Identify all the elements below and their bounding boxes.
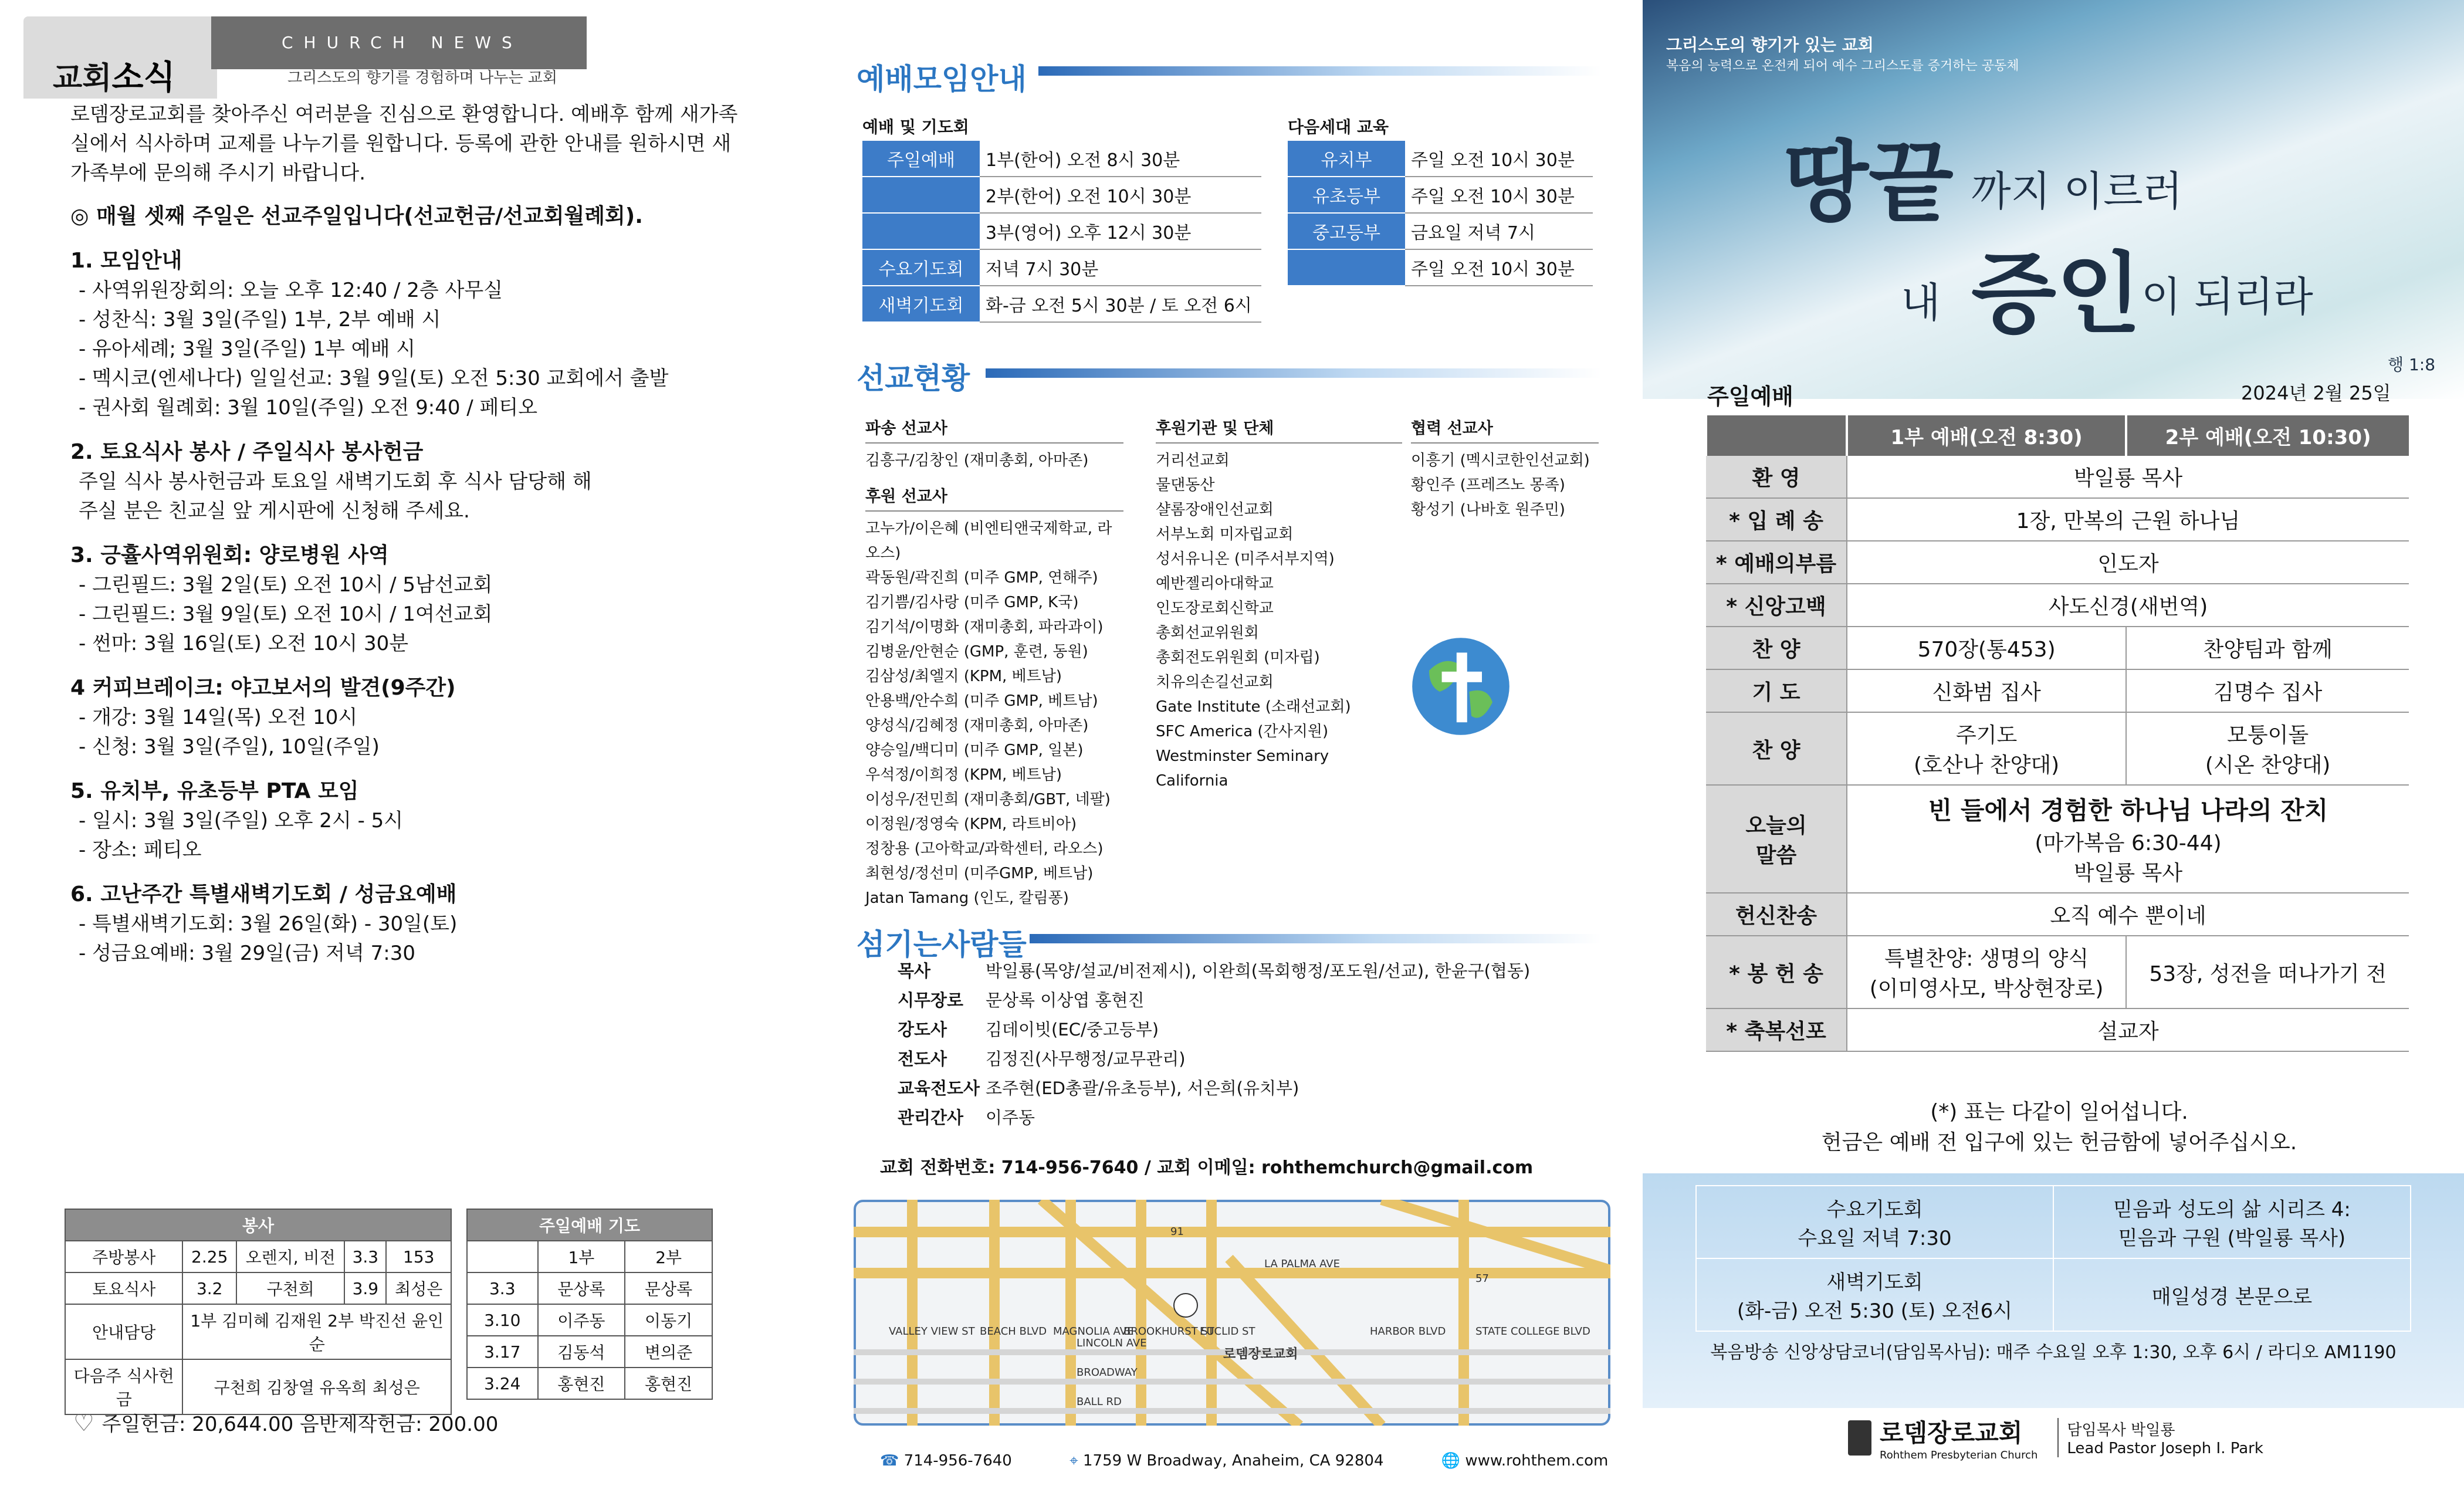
list-heading: 후원 선교사 [865, 485, 1123, 512]
list-item: 총회전도위원회 (미자립) [1156, 649, 1320, 666]
list-item: 물댄동산 [1156, 476, 1215, 494]
staff-names: 김데이빗(EC/중고등부) [986, 1020, 1159, 1040]
table-cell: 3.9 [344, 1272, 386, 1304]
pastor-en: Lead Pastor Joseph I. Park [2067, 1440, 2263, 1457]
staff-row [898, 956, 1530, 986]
sermon-preacher: 박일룡 목사 [2073, 861, 2183, 885]
table-cell: 3.10 [467, 1304, 538, 1336]
order-label: 기 도 [1706, 669, 1847, 712]
spacer [1156, 793, 1402, 805]
staff-names: 박일룡(목양/설교/비전제시), 이완희(목회행정/포도원/선교), 한윤구(협동) [986, 961, 1531, 981]
list-item: Westminster Seminary California [1156, 747, 1329, 790]
table-cell: 이동기 [625, 1304, 712, 1336]
street-label: BALL RD [1077, 1396, 1122, 1408]
order-value: 모퉁이돌 (시온 찬양대) [2126, 712, 2409, 785]
missions-title: 선교현황 [857, 361, 970, 395]
order-row [1706, 584, 2409, 627]
table-cell: 구천희 [236, 1272, 344, 1304]
column-header: 1부 예배(오전 8:30) [1847, 415, 2126, 456]
title-rule [1038, 66, 1602, 76]
table-cell: 오렌지, 비전 [236, 1241, 344, 1272]
cover-hero [1643, 0, 2464, 399]
section-item: - 사역위원장회의: 오늘 오후 12:40 / 2층 사무실 [79, 279, 503, 302]
list-item: 최현성/정선미 (미주GMP, 베트남) [865, 865, 1094, 882]
staff-names: 김정진(사무행정/교무관리) [986, 1049, 1186, 1069]
box-cell: 믿음과 성도의 삶 시리즈 4: 믿음과 구원 (박일룡 목사) [2053, 1186, 2411, 1258]
list-item: 황성기 (나바호 원주민) [1411, 501, 1565, 519]
sermon-title: 빈 들에서 경험한 하나님 나라의 잔치 [1928, 796, 2328, 825]
standing-note: (*) 표는 다같이 일어섭니다. [1930, 1100, 2188, 1124]
section-item: - 썬마: 3월 16일(토) 오전 10시 30분 [79, 632, 409, 655]
schedule-time: 3부(영어) 오후 12시 30분 [980, 213, 1261, 249]
banner-subtitle: 그리스도의 향기를 경험하며 나누는 교회 [287, 69, 558, 87]
offering-summary [73, 1408, 498, 1437]
table-cell: 2.25 [182, 1241, 236, 1272]
table-cell: 안내담당 [65, 1304, 182, 1359]
order-label: * 봉 헌 송 [1706, 936, 1847, 1008]
logo-icon [1848, 1420, 1871, 1456]
section-title: 4 커피브레이크: 야고보서의 발견(9주간) [70, 676, 456, 700]
map-footer [880, 1452, 1608, 1470]
box-cell: 매일성경 본문으로 [2053, 1258, 2411, 1331]
list-item: 양성식/김혜정 (재미총회, 아마존) [865, 717, 1089, 735]
service-table [65, 1209, 452, 1415]
staff-names: 조주현(ED총괄/유초등부), 서은희(유치부) [986, 1078, 1299, 1098]
table-cell: 이주동 [538, 1304, 625, 1336]
street-label: LA PALMA AVE [1264, 1258, 1340, 1270]
order-row [1706, 1008, 2409, 1051]
news-panel [0, 0, 821, 1496]
table-row [65, 1304, 451, 1359]
street-label: BROADWAY [1077, 1366, 1138, 1379]
list-item: 김병윤/안현순 (GMP, 훈련, 동원) [865, 643, 1088, 661]
section-item: - 멕시코(엔세나다) 일일선교: 3월 9일(토) 오전 5:30 교회에서 출발 [79, 367, 669, 390]
spacer [865, 473, 1123, 485]
servers-title: 섬기는사람들 [857, 928, 1027, 962]
pin-icon: ⌖ [1069, 1452, 1084, 1470]
order-label: * 예배의부름 [1706, 541, 1847, 584]
order-row [1706, 541, 2409, 584]
table-cell: 3.2 [182, 1272, 236, 1304]
table-cell: 구천희 김창열 유옥희 최성은 [182, 1359, 451, 1414]
service-notes [1701, 1097, 2417, 1158]
street-label: EUCLID ST [1200, 1325, 1255, 1338]
tab-label-b: 소식 [111, 59, 175, 97]
table-cell: 김동석 [538, 1336, 625, 1368]
staff-role: 강도사 [898, 1020, 947, 1040]
sermon-ref: (마가복음 6:30-44) [2035, 831, 2222, 855]
section-item: - 일시: 3월 3일(주일) 오후 2시 - 5시 [79, 809, 404, 832]
table-cell: 3.3 [344, 1241, 386, 1272]
order-label: * 신앙고백 [1706, 584, 1847, 627]
phone-number: 714-956-7640 [903, 1452, 1012, 1470]
list-item: 치유의손길선교회 [1156, 673, 1274, 691]
section-title: 6. 고난주간 특별새벽기도회 / 성금요예배 [70, 882, 457, 906]
table-cell: 변의준 [625, 1336, 712, 1368]
section-title: 1. 모임안내 [70, 249, 182, 273]
table-cell: 3.24 [467, 1368, 538, 1399]
order-value: 주기도 (호산나 찬양대) [1847, 712, 2126, 785]
list-item: 거리선교회 [1156, 452, 1230, 469]
table-cell: 최성은 [386, 1272, 451, 1304]
verse-word-5: 이 되리라 [2141, 273, 2313, 321]
list-item: 예반젤리아대학교 [1156, 575, 1274, 593]
table-cell: 2부 [625, 1241, 712, 1272]
section-item: 주실 분은 친교실 앞 게시판에 신청해 주세요. [79, 499, 470, 523]
order-title: 주일예배 [1707, 384, 1793, 409]
staff-names: 이주동 [986, 1108, 1035, 1128]
staff-row [898, 1103, 1530, 1132]
list-item: 이성우/전민희 (재미총회/GBT, 네팔) [865, 791, 1111, 808]
order-label: 찬 양 [1706, 627, 1847, 669]
section-title: 5. 유치부, 유초등부 PTA 모임 [70, 779, 359, 803]
table-cell: 다음주 식사헌금 [65, 1359, 182, 1414]
address: 1759 W Broadway, Anaheim, CA 92804 [1083, 1452, 1384, 1470]
order-value: 오직 예수 뿐이네 [1847, 893, 2409, 936]
staff-row [898, 1015, 1530, 1044]
list-item: 인도장로회신학교 [1156, 600, 1274, 617]
street-label: VALLEY VIEW ST [889, 1325, 975, 1338]
street-label: 57 [1475, 1272, 1489, 1285]
slogan-subtitle: 복음의 능력으로 온전케 되어 예수 그리스도를 증거하는 공동체 [1666, 59, 2019, 73]
list-item: 이흥기 (멕시코한인선교회) [1411, 452, 1590, 469]
street-label: BROOKHURST ST [1123, 1325, 1214, 1338]
offering-note: 헌금은 예배 전 입구에 있는 헌금함에 넣어주십시오. [1821, 1131, 2297, 1155]
list-item: 정창용 (고아학교/과학센터, 라오스) [865, 840, 1104, 858]
list-item: Jatan Tamang (인도, 칼림퐁) [865, 889, 1069, 907]
order-value: 김명수 집사 [2126, 669, 2409, 712]
schedule-time: 화-금 오전 5시 30분 / 토 오전 6시 [980, 286, 1261, 322]
table-row [65, 1241, 451, 1272]
schedule-label [862, 213, 980, 249]
street-label: MAGNOLIA AVE [1053, 1325, 1134, 1338]
weekday-schedule [1695, 1185, 2411, 1332]
schedule-time: 주일 오전 10시 30분 [1405, 177, 1593, 213]
street-label: LINCOLN AVE [1077, 1337, 1147, 1349]
order-value: 570장(통453) [1847, 627, 2126, 669]
list-item: 우석정/이희정 (KPM, 베트남) [865, 766, 1062, 784]
schedule-label: 중고등부 [1288, 213, 1405, 249]
section-item: - 장소: 페티오 [79, 838, 202, 862]
section-item: - 성금요예배: 3월 29일(금) 저녁 7:30 [79, 942, 415, 965]
staff-row [898, 1074, 1530, 1103]
order-of-service [1705, 415, 2409, 1052]
news-body [70, 100, 745, 968]
schedule-time: 2부(한어) 오전 10시 30분 [980, 177, 1261, 213]
title-rule [1030, 934, 1602, 943]
table-row [65, 1359, 451, 1414]
table-cell: 1부 김미혜 김재원 2부 박진선 윤인순 [182, 1304, 451, 1359]
staff-role: 목사 [898, 961, 931, 981]
list-item: 이정원/정영숙 (KPM, 라트비아) [865, 815, 1077, 833]
order-label: * 입 례 송 [1706, 498, 1847, 541]
sermon-cell [1847, 785, 2409, 893]
table-row [65, 1272, 451, 1304]
tab-label-a: 교회 [53, 61, 112, 96]
street-label: 91 [1170, 1226, 1184, 1238]
order-row [1706, 936, 2409, 1008]
missionary-col-1 [865, 417, 1123, 922]
list-item: 고누가/이은혜 (비엔티앤국제학교, 라오스) [865, 520, 1112, 562]
list-heading: 파송 선교사 [865, 417, 1123, 444]
section-item: - 권사회 월례회: 3월 10일(주일) 오전 9:40 / 페티오 [79, 396, 538, 419]
street-label: BEACH BLVD [980, 1325, 1047, 1338]
prayer-header: 주일예배 기도 [467, 1209, 712, 1241]
section-item: 주일 식사 봉사헌금과 토요일 새벽기도회 후 식사 담당해 해 [79, 470, 592, 493]
order-label: 헌신찬송 [1706, 893, 1847, 936]
order-value: 설교자 [1847, 1008, 2409, 1051]
order-value: 찬양팀과 함께 [2126, 627, 2409, 669]
church-name-en: Rohthem Presbyterian Church [1880, 1449, 2038, 1461]
staff-role: 관리간사 [898, 1108, 964, 1128]
schedule-time: 1부(한어) 오전 8시 30분 [980, 141, 1261, 177]
staff-role: 교육전도사 [898, 1078, 980, 1098]
table-cell: 홍현진 [625, 1368, 712, 1399]
order-label: 찬 양 [1706, 712, 1847, 785]
staff-role: 시무장로 [898, 990, 964, 1010]
partner-missionaries [1411, 417, 1599, 534]
list-item: SFC America (간사지원) [1156, 723, 1329, 740]
list-item: 김기석/이명화 (재미총회, 파라과이) [865, 618, 1104, 636]
list-item: 양승일/백디미 (미주 GMP, 일본) [865, 742, 1084, 759]
list-item: 성서유니온 (미주서부지역) [1156, 550, 1335, 568]
title-rule [986, 368, 1602, 378]
list-heading: 협력 선교사 [1411, 417, 1599, 444]
order-row [1706, 712, 2409, 785]
section-item: - 유아세례; 3월 3일(주일) 1부 예배 시 [79, 337, 416, 361]
welcome-text: 로뎀장로교회를 찾아주신 여러분을 진심으로 환영합니다. 예배후 함께 새가족실에서 식사하며 교제를 나누기를 원합니다. 등록에 관한 안내를 원하시면 새가족부에 문의해 주시기 바랍니다. [70, 103, 738, 185]
schedule-label: 주일예배 [862, 141, 980, 177]
list-item: 곽동원/곽진희 (미주 GMP, 연해주) [865, 569, 1098, 587]
column-header: 2부 예배(오전 10:30) [2126, 415, 2409, 456]
phone-icon: ☎ [880, 1452, 904, 1470]
order-row [1706, 456, 2409, 498]
order-row [1706, 669, 2409, 712]
section-item: - 그린필드: 3월 2일(토) 오전 10시 / 5남선교회 [79, 573, 493, 597]
broadcast-info: 복음방송 신앙상담코너(담임목사님): 매주 수요일 오후 1:30, 오후 6시 / 라디오 AM1190 [1710, 1342, 2397, 1363]
order-value: 1장, 만복의 근원 하나님 [1847, 498, 2409, 541]
service-date: 2024년 2월 25일 [2241, 382, 2391, 404]
worship-sub: 예배 및 기도회 [862, 117, 969, 137]
schedule-label: 유치부 [1288, 141, 1405, 177]
table-cell: 문상록 [625, 1272, 712, 1304]
order-row [1706, 498, 2409, 541]
schedule-time: 주일 오전 10시 30분 [1405, 141, 1593, 177]
staff-role: 전도사 [898, 1049, 947, 1069]
list-item: 서부노회 미자립교회 [1156, 526, 1294, 543]
schedule-label: 유초등부 [1288, 177, 1405, 213]
table-cell: 153 [386, 1241, 451, 1272]
schedule-label: 새벽기도회 [862, 286, 980, 322]
box-cell: 수요기도회 수요일 저녁 7:30 [1696, 1186, 2053, 1258]
worship-info-title: 예배모임안내 [857, 62, 1027, 96]
church-map [854, 1200, 1610, 1426]
list-item: 김기쁨/김사랑 (미주 GMP, K국) [865, 594, 1079, 611]
order-value: 53장, 성전을 떠나가기 전 [2126, 936, 2409, 1008]
contact-line: 교회 전화번호: 714-956-7640 / 교회 이메일: rohthemchurch@gmail.com [880, 1157, 1534, 1178]
list-heading: 후원기관 및 단체 [1156, 417, 1402, 444]
church-slogan: 그리스도의 향기가 있는 교회 [1666, 35, 1874, 55]
order-value: 특별찬양: 생명의 양식 (이미영사모, 박상현장로) [1847, 936, 2126, 1008]
table-cell: 1부 [538, 1241, 625, 1272]
schedule-label: 수요기도회 [862, 249, 980, 286]
church-marker: 로뎀장로교회 [1223, 1347, 1298, 1362]
service-header: 봉사 [65, 1209, 451, 1241]
order-value: 박일룡 목사 [1847, 456, 2409, 498]
order-label: 환 영 [1706, 456, 1847, 498]
list-item: 안용백/안수희 (미주 GMP, 베트남) [865, 692, 1098, 710]
street-label: STATE COLLEGE BLVD [1475, 1325, 1590, 1338]
list-item: 김흥구/김창인 (재미총회, 아마존) [865, 452, 1089, 469]
schedule-time: 금요일 저녁 7시 [1405, 213, 1593, 249]
supporting-orgs [1156, 417, 1402, 805]
spacer [865, 911, 1123, 922]
section-item: - 성찬식: 3월 3일(주일) 1부, 2부 예배 시 [79, 308, 441, 331]
hands-icon: ♡ [73, 1410, 102, 1437]
header-blank [1706, 415, 1847, 456]
list-item: Gate Institute (소래선교회) [1156, 698, 1351, 716]
verse-word-4: 증인 [1971, 242, 2141, 346]
section-item: - 특별새벽기도회: 3월 26일(화) - 30일(토) [79, 912, 458, 936]
box-cell: 새벽기도회 (화-금) 오전 5:30 (토) 오전6시 [1696, 1258, 2053, 1331]
order-value: 사도신경(새번역) [1847, 584, 2409, 627]
section-title: 2. 토요식사 봉사 / 주일식사 봉사헌금 [70, 440, 424, 464]
table-cell: 홍현진 [538, 1368, 625, 1399]
verse-word-3: 내 [1901, 279, 1941, 327]
order-value: 인도자 [1847, 541, 2409, 584]
verse-reference: 행 1:8 [2388, 355, 2436, 374]
mission-notice: ◎ 매월 셋째 주일은 선교주일입니다(선교헌금/선교회월례회). [70, 204, 643, 228]
schedule-label [1288, 249, 1405, 286]
website: www.rohthem.com [1465, 1452, 1609, 1470]
church-logo [1848, 1414, 2263, 1461]
news-tab [23, 16, 217, 99]
verse-word-1: 땅끝 [1783, 131, 1954, 234]
table-cell [467, 1241, 538, 1272]
education-schedule [1288, 141, 1593, 286]
staff-row [898, 986, 1530, 1015]
spacer [1411, 522, 1599, 534]
staff-list [898, 956, 1530, 1132]
order-label: * 축복선포 [1706, 1008, 1847, 1051]
offering-text: 주일헌금: 20,644.00 음반제작헌금: 200.00 [101, 1413, 499, 1436]
section-title: 3. 긍휼사역위원회: 양로병원 사역 [70, 543, 389, 567]
church-name-ko: 로뎀장로교회 [1880, 1419, 2023, 1447]
table-cell: 문상록 [538, 1272, 625, 1304]
globe-small-icon: 🌐 [1441, 1452, 1465, 1470]
schedule-time: 저녁 7시 30분 [980, 249, 1261, 286]
order-row [1706, 893, 2409, 936]
table-cell: 주방봉사 [65, 1241, 182, 1272]
list-item: 총회선교위원회 [1156, 624, 1259, 642]
edu-sub: 다음세대 교육 [1288, 117, 1389, 137]
section-item: - 그린필드: 3월 9일(토) 오전 10시 / 1여선교회 [79, 603, 493, 626]
verse-word-2: 까지 이르러 [1971, 167, 2183, 215]
list-item: 김삼성/최엘지 (KPM, 베트남) [865, 668, 1062, 685]
prayer-table [466, 1209, 713, 1400]
church-news-banner: CHURCH NEWS [211, 16, 587, 69]
street-label: HARBOR BLVD [1370, 1325, 1446, 1338]
order-row [1706, 627, 2409, 669]
table-cell: 토요식사 [65, 1272, 182, 1304]
section-item: - 신청: 3월 3일(주일), 10일(주일) [79, 735, 380, 759]
order-value: 신화범 집사 [1847, 669, 2126, 712]
globe-icon [1408, 634, 1514, 739]
pastor-ko: 담임목사 박일룡 [2067, 1421, 2175, 1439]
staff-row [898, 1044, 1530, 1074]
worship-schedule [862, 141, 1261, 323]
sermon-label: 오늘의 말씀 [1706, 785, 1847, 893]
staff-names: 문상록 이상엽 홍현진 [986, 990, 1145, 1010]
table-cell: 3.3 [467, 1272, 538, 1304]
schedule-label [862, 177, 980, 213]
section-item: - 개강: 3월 14일(목) 오전 10시 [79, 706, 358, 729]
list-item: 황인주 (프레즈노 몽족) [1411, 476, 1565, 494]
table-cell: 3.17 [467, 1336, 538, 1368]
list-item: 샬롬장애인선교회 [1156, 501, 1274, 519]
schedule-time: 주일 오전 10시 30분 [1405, 249, 1593, 286]
